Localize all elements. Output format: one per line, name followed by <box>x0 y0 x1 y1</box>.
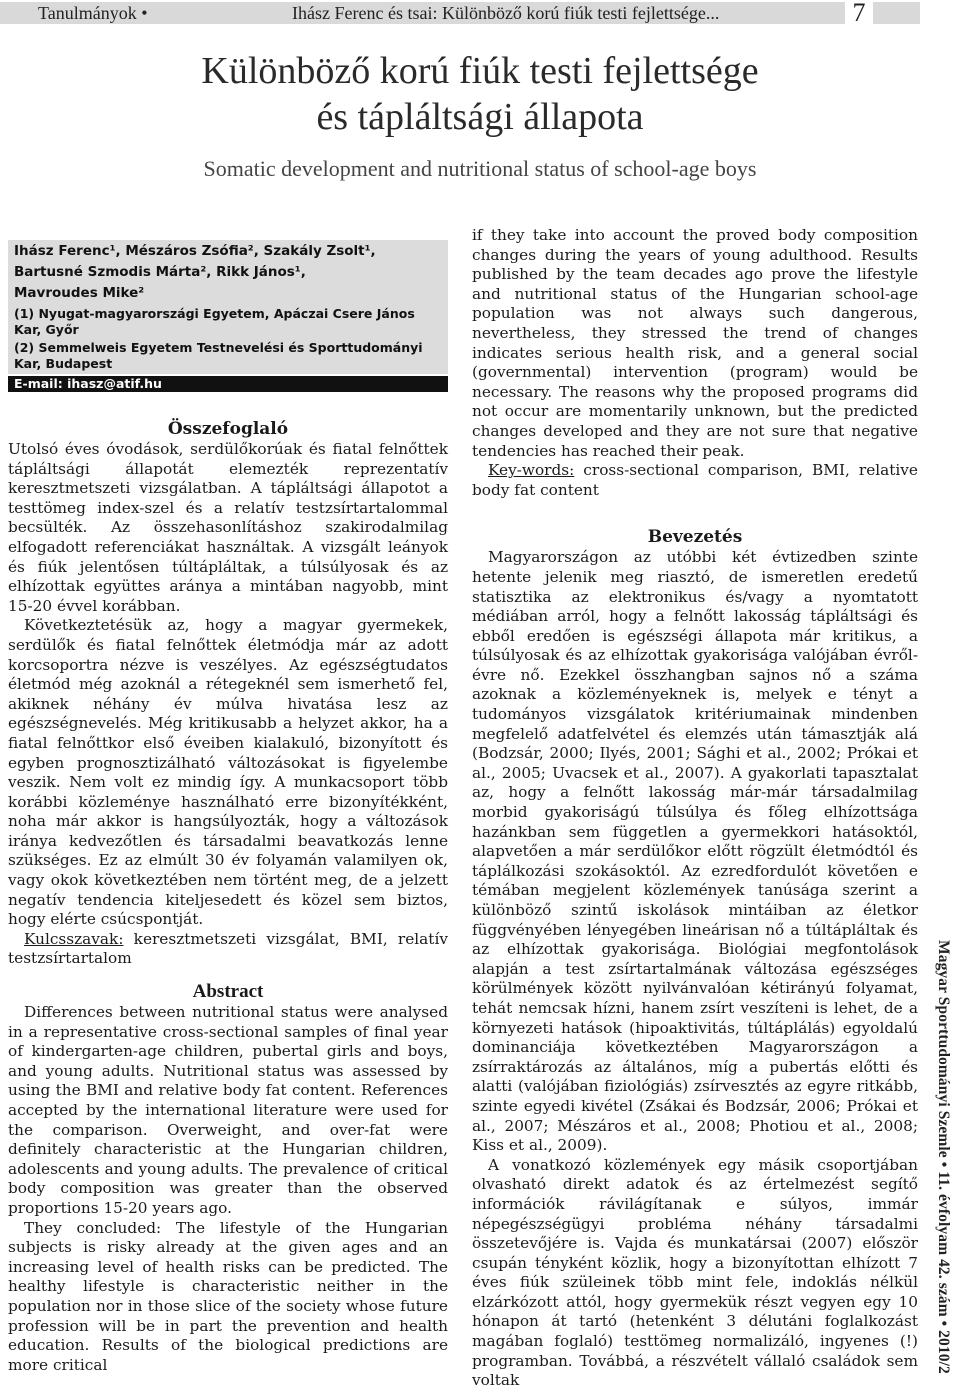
title-line-2: és tápláltsági állapota <box>316 96 644 138</box>
right-column <box>472 226 918 1391</box>
keywords-en <box>472 461 918 500</box>
osszefoglalo-heading: Összefoglaló <box>167 419 289 439</box>
title-line-1: Különböző korú fiúk testi fejlettsége <box>201 50 759 92</box>
abstract-paragraph-2: They concluded: The lifestyle of the Hungarian subjects is risky already at the given ages and an increasing level of health risks can be predicted. The healthy lifestyle is characteristic neither in the population nor in those slice of the society whose future profession will be in part the prevention and health education. Results of the biological predictions are more critical <box>8 1218 448 1374</box>
article-title <box>0 48 960 140</box>
keywords-hu-label: Kulcsszavak: <box>24 929 124 948</box>
keywords-hu-text: keresztmetszeti vizsgálat, BMI, relatív testzsírtartalom <box>8 929 448 968</box>
contact-email[interactable]: E-mail: ihasz@atif.hu <box>8 376 448 392</box>
page-number: 7 <box>845 0 873 26</box>
bevezetes-paragraph-2: A vonatkozó közlemények egy másik csoportjában olvasható direkt adatok és az értelmezést segítő információk rávilágítanak e súlyos, immár népegészségügyi probléma néhány társadalmi összetevőjére is. Vajda és munkatársai (2007) először csupán tényként közlik, hogy a bizonyítottan elhízott 7 éves fiúk szüleinek több mint fele, indoklás nélkül elzárkózott attól, hogy gyermekük részt vegyen egy 10 hónapon át tartó (hetenként 3 délutáni foglalkozást magában foglaló) testtömeg normalizáló, ingyenes (!) programban. Továbbá, a részvételt vállaló családok sem voltak <box>472 1155 918 1390</box>
running-header <box>0 0 920 27</box>
article-subtitle: Somatic development and nutritional status of school-age boys <box>203 156 757 181</box>
bevezetes-paragraph-1: Magyarországon az utóbbi két évtizedben szinte hetente jelenik meg riasztó, de ismeretlen eredetű statisztika az elektronikus és/vagy a nyomtatott médiában arról, hogy a felnőtt lakosság tápláltsági és ebből eredően is egészségi állapota már kritikus, a túlsúlyosak és az elhízottak gyakorisága valójában évről-évre nő. Ezekkel összhangban sajnos nő a száma azoknak a közleményeknek is, melyek e tényt a tudományos vizsgálatok kritériumainak mindenben megfelelő adatfelvétel és elemzés után támasztják alá (Bodzsár, 2000; Ilyés, 2001; Sághi et al., 2002; Prókai et al., 2005; Uvacsek et al., 2007). A gyakorlati tapasztalat az, hogy a felnőtt lakosság már-már társadalmilag morbid gyakoriságú túlsúlya és főleg elhízottsága hazánkban sem független a gyermekkori hatásoktól, alapvetően a már serdülőkor előtt rögzült életmódtól és táplálkozási szokásoktól. Az ezredfordulót követően e témában megjelent közlemények tanúsága szerint a különböző szintű iskolások mintáiban az életkor függvényében lényegében lineárisan nő a túltápláltak és az elhízottak gyakorisága. Biológiai megfontolások alapján a test zsírtartalmának változása egészséges körülmények között nyilvánvalóan kétirányú folyamat, tehát nemcsak hízni, hanem zsírt veszíteni is lehet, de a környezeti hatások (hipoaktivitás, túltáplálás) egyoldalú dominanciája következtében Magyarországon a zsírraktározás az általános, míg a pubertás előtti és alatti (valójában fiziológiás) zsírvesztés az egyre ritkább, szinte egyedi kivétel (Zsákai és Bodzsár, 2006; Prókai et al., 2007; Mészáros et al., 2008; Photiou et al., 2008; Kiss et al., 2009). <box>472 548 918 1155</box>
abstract-paragraph-1: Differences between nutritional status were analysed in a representative cross-sectional samples of final year of kindergarten-age children, pubertal girls and boys, and young adults. Nutritional status was assessed by using the BMI and relative body fat content. References accepted by the international literature were used for the comparison. Overweight, and over-fat were definitely characteristic at the Hungarian children, adolescents and young adults. The prevalence of critical body composition was greater than the observed proportions 15-20 years ago. <box>8 1003 448 1217</box>
author-band <box>8 240 448 374</box>
journal-sidebar <box>930 940 956 1374</box>
left-column <box>8 418 448 1375</box>
running-title: Ihász Ferenc és tsai: Különböző korú fiúk testi fejlettsége... <box>292 3 720 23</box>
author-line: Ihász Ferenc¹, Mészáros Zsófia², Szakály Zsolt¹, <box>14 243 376 259</box>
affiliation-1: (1) Nyugat-magyarországi Egyetem, Apáczai Csere János Kar, Győr <box>14 306 415 337</box>
author-line: Bartusné Szmodis Márta², Rikk János¹, <box>14 264 306 280</box>
abstract-paragraph-2-continued: if they take into account the proved body composition changes during the years of young adulthood. Results published by the team decades ago prove the lifestyle and nutritional status of the Hungarian school-age population was not always such dangerous, nevertheless, they stressed the trend of changes indicates serious health risk, and a general social (governmental) intervention (program) would be necessary. The reasons why the proposed programs did not occur are momentarily unknown, but the predicted changes developed and they are not sure that negative tendencies has reached their peak. <box>472 226 918 460</box>
author-affiliation-box <box>8 240 448 392</box>
author-list <box>14 240 442 306</box>
journal-sidebar-text: Magyar Sporttudományi Szemle • 11. évfolyam 42. szám • 2010/2 <box>935 940 952 1374</box>
section-label: Tanulmányok • <box>38 3 148 23</box>
affiliation-2: (2) Semmelweis Egyetem Testnevelési és Sporttudományi Kar, Budapest <box>14 340 423 371</box>
abstract-heading: Abstract <box>192 981 264 1003</box>
osszefoglalo-paragraph-2: Következtetésük az, hogy a magyar gyermekek, serdülők és fiatal felnőttek életmódja már az adott korcsoportra nézve is veszélyes. Az egészségtudatos életmód még azoknál a rétegeknél sem ismerhető fel, akiknek néhány év múlva hivatása lesz az egészségnevelés. Még kritikusabb a helyzet akkor, ha a fiatal felnőttkor első éveiben kialakuló, bizonyított és egyben prognosztizálható változásokat is figyelembe veszik. Nem volt ez mindig így. A munkacsoport több korábbi közleménye használható erre bizonyítékként, noha már akkor is hangsúlyozták, hogy a változások iránya kedvezőtlen és társadalmi beavatkozás lenne szükséges. Ez az elmúlt 30 év folyamán valamilyen ok, vagy okok következtében nem történt meg, de a jelzett negatív tendencia kiteljesedett és közel sem biztos, hogy elérte csúcspontját. <box>8 616 448 929</box>
keywords-en-text: cross-sectional comparison, BMI, relative body fat content <box>472 461 918 499</box>
bevezetes-heading: Bevezetés <box>647 527 743 548</box>
keywords-en-label: Key-words: <box>488 461 575 480</box>
keywords-hu <box>8 930 448 969</box>
osszefoglalo-paragraph-1: Utolsó éves óvodások, serdülőkorúak és fiatal felnőttek tápláltsági állapotát elemezték reprezentatív keresztmetszeti vizsgálatban. A tápláltsági állapotot a testtömeg index-szel és a relatív testzsírtartalommal becsülték. Az összehasonlításhoz szakirodalmilag elfogadott referenciákat használtak. A vizsgált leányok és fiúk jelentősen túltápláltak, a túlsúlyosak és az elhízottak együttes aránya a mintában nagyobb, mint 15-20 évvel korábban. <box>8 440 448 615</box>
author-line: Mavroudes Mike² <box>14 285 145 301</box>
